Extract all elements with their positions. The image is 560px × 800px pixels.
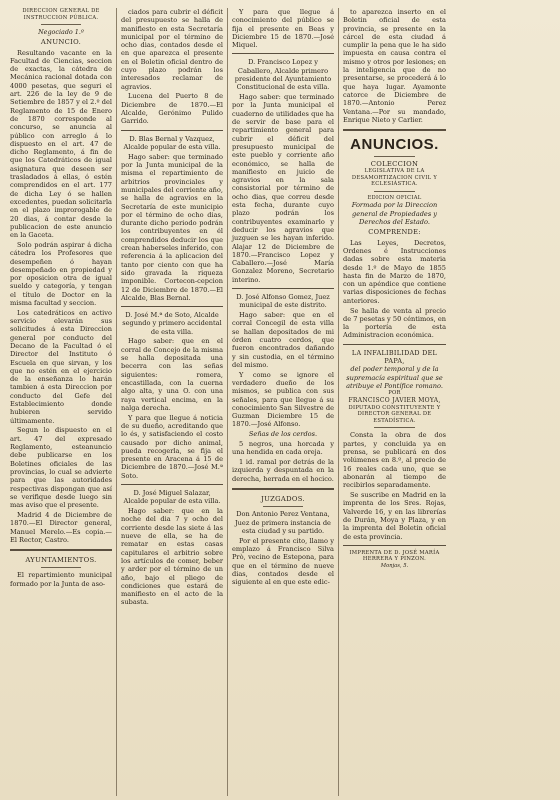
divider (121, 484, 223, 485)
imprint-address: Monjas, 5. (380, 562, 409, 569)
divider (121, 130, 223, 131)
paragraph: 5 negros, una horcada y una hendida en cada oreja. (232, 440, 334, 457)
column-1 (6, 8, 117, 796)
divider (374, 191, 415, 192)
book-author: FRANCISCO JAVIER MOYA, (348, 396, 441, 404)
paragraph: Por el presente cito, llamo y emplazo á Francisco Silva Prò, vecino de Estepona, para que en el término de nueve dias, contados desde el siguiente al en que este edic- (232, 536, 334, 587)
divider (374, 156, 415, 157)
announcements-title: ANUNCIOS. (350, 136, 439, 154)
book-by: POR (388, 390, 401, 397)
divider (232, 288, 334, 289)
collection-subtitle: LEGISLATIVA DE LA DESAMORTIZACION CIVIL Y ECLESIÁSTICA. (351, 168, 438, 188)
paragraph: to aparezca inserto en el Boletin oficial de esta provincia, se presente en la cárcel de esta ciudad á cumplir la pena que le ha sido impuesta en causa contra el mismo y otros por lesiones; en la inteligencia que de no presentarse, se procederá á lo que haya lugar. Ayamonte catorce de Diciembre de 1870.—Antonio Perez Ventana.—Por su mandado, Enrique Nieto y Carlier. (343, 8, 446, 124)
column-3 (228, 8, 339, 796)
signature: Madrid 4 de Diciembre de 1870.—El Director general, Manuel Merelo.—Es copia.—El Rector, Castro. (10, 510, 112, 544)
divider (343, 545, 446, 546)
section-header: DIRECCION GENERAL DE INSTRUCCION PÚBLICA. (22, 8, 100, 21)
paragraph: ciados para cubrir el déficit del presupuesto se halla de manifiesto en esta Secretaría municipal por el término de ocho dias, contados desde el en que aparezca el presente en el Boletin oficial dentro de cuyo plazo podrán los interesados reclamar de agravios. (121, 8, 223, 91)
paragraph: Hago saber: que en el corral de Concejo de la misma se halla depositada una becerra con las señas siguientes: romera, encastillada, con la cuerna algo alta, y una O. con una raya vertical encima, en la nalga derecha. (121, 337, 223, 412)
paragraph: 1 id. ramal por detrás de la izquierda y despuntada en la derecha, herrada en el hocico. (232, 458, 334, 483)
notice-heading: D. José Alfonso Gomez, Juez municipal de este distrito. (236, 293, 330, 310)
paragraph: El repartimiento municipal formado por la Junta de aso- (10, 571, 112, 588)
divider (263, 506, 304, 507)
divider (41, 567, 82, 568)
paragraph: Hago saber: que en el corral Concegil de esta villa se hallan depositados de mi órden cuatro cerdos, que fueron encontrados dañando y sin custodia, en el término del mismo. (232, 311, 334, 369)
edition-desc: Formada por la Direccion general de Propiedades y Derechos del Estado. (351, 201, 438, 227)
notice-heading: D. Blas Bernal y Vazquez, Alcalde popular de esta villa. (123, 134, 221, 151)
paragraph: Y para que llegue á noticia de su dueño, acreditando que lo és, y satisfaciendo el costo causado por dicho animal, pueda recogerla, se fija el presente en Aracena á 15 de Diciembre de 1870.—José M.ª Soto. (121, 413, 223, 480)
column-2 (117, 8, 228, 796)
section-title: AYUNTAMIENTOS. (25, 556, 97, 565)
divider (343, 129, 446, 131)
notice-heading: Don Antonio Perez Ventana, Juez de primera instancia de esta ciudad y su partido. (235, 510, 331, 535)
comprende-label: COMPRENDE: (368, 228, 421, 237)
imprint: IMPRENTA DE D. JOSÉ MARÍA HERRERA Y PINZON. (349, 549, 440, 563)
notice-title: ANUNCIO. (40, 38, 82, 47)
book-subtitle: del poder temporal y de la supremacía espiritual que se atribuye el Pontífice romano. (346, 365, 443, 390)
paragraph: Las Leyes, Decretos, Ordenes é Instrucciones dadas sobre esta materia desde 1.º de Mayo de 1855 hasta fin de Marzo de 1870, con un apéndice que contiene varias disposiciones de fechas anteriores. (343, 238, 446, 305)
paragraph: Resultando vacante en la Facultad de Ciencias, seccion de exactas, la cátedra de Mecánica racional dotada con 4000 pesetas, que seguri el art. 226 de la ley de 9 de Setiembre de 1857 y el 2.º del Reglamento de 15 de Enero de 1870 corresponde al concurso, se anuncia al público con arreglo á lo dispuesto en el art. 47 de dicho Reglamento, á fin de que los Catedráticos de igual asignatura que deseen ser trasladados á ellas, ó estén comprendidos en el art. 177 de dicha Ley ó se hallen excedentes, puedan solicitarla en el plazo improrogable de 20 dias, á contar desde la publicacion de este anuncio en la Gaceta. (10, 48, 112, 240)
column-4 (339, 8, 450, 796)
notice-heading: D. Francisco Lopez y Caballero, Alcalde primero presidente del Ayuntamiento Constitucional de esta villa. (234, 58, 332, 92)
collection-title: COLECCION (370, 160, 419, 169)
notice-heading: D. José Miguel Salazar, Alcalde popular de esta villa. (123, 489, 221, 506)
divider (41, 24, 82, 25)
book-title: LA INFALIBILIDAD DEL PAPA, (351, 348, 438, 365)
paragraph: Segun lo dispuesto en el art. 47 del expresado Reglamento, esteanuncio debe publicarse en los Boletines oficiales de las provincias, lo cual se advierte para que las autoridades respectivas dispongan que así se verifique desde luego sin mas aviso que el presente. (10, 426, 112, 510)
divider (374, 427, 415, 428)
section-title: JUZGADOS. (261, 495, 305, 504)
subheading: Señas de los cerdos. (248, 430, 318, 439)
divider (232, 53, 334, 54)
paragraph: Y como se ignore el verdadero dueño de los mismos, se publica con sus señales, para que llegue á su conocimiento San Silvestre de Guzman Diciembre 15 de 1870.—José Alfonso. (232, 370, 334, 429)
paragraph: Se suscribe en Madrid en la imprenta de los Sres. Rojas, Valverde 16, y en las librerías de Durán, Moya y Plaza, y en la imprenta del Boletin oficial de esta provincia. (343, 491, 446, 541)
notice-heading: D. José M.ª de Soto, Alcalde segundo y primero accidental de esta villa. (122, 311, 222, 336)
paragraph: Consta la obra de dos partes, y concluida ya en prensa, se publicará en dos volúmenes en 8.º, al precio de 16 reales cada uno, que se abonarán al tiempo de recibirlos separadamente. (343, 431, 446, 490)
paragraph: Solo podrán aspirar á dicha cátedra los Profesores que desempeñen ó hayan desempeñado en propiedad y por oposicion otra de igual sueldo y categoría, y tengan el título de Doctor en la misma facultad y seccion. (10, 240, 112, 307)
divider (232, 488, 334, 490)
signature: Lucena del Puerto 8 de Diciembre de 1870.—El Alcalde, Gerónimo Pulido Garrido. (121, 92, 223, 126)
divider (10, 549, 112, 551)
paragraph: Hago saber: que terminado por la Junta municipal el cuaderno de utilidades que ha de servir de base para el repartimiento general para cubrir el déficit del presupuesto municipal de este pueblo y corriente año económico, se halla de manifiesto en juicio de agravios en la sala consistorial por término de ocho dias, que correu desde esta fecha, durante cuyo plazo podrán los contribuyentes examinarlo y deducir los agravios que juzguen se les hayan inferido. Alajar 12 de Diciembre de 1870.—Francisco Lopez y Caballero.—José María Gonzalez Moreno, Secretario interino. (232, 93, 334, 284)
paragraph: Y para que llegue á conocimiento del público se fija el presente en Beas y Diciembre 15 de 1870.—José Miquel. (232, 8, 334, 50)
divider (121, 306, 223, 307)
subheader: Negociado 1.º (38, 28, 84, 36)
book-author-title: DIPUTADO CONSTITUYENTE Y DIRECTOR GENERAL DE ESTADÍSTICA. (348, 404, 441, 424)
paragraph: Hago saber: que terminado por la Junta municipal de la misma el repartimiento de arbitrios provinciales y municipales del corriente año, se halla de agravios en la Secretaría de este municipio por el término de ocho dias, durante dicho periodo podrán los contribuyentes en él comprendidos deducir los que crean haberseles inferido, con referencia á la aplicacion del tanto por ciento con que ha sido gravada la riqueza imponible. Cortecon-cepcion 12 de Diciembre de 1870.—El Alcalde, Blas Bernal. (121, 152, 223, 302)
paragraph: Hago saber: que en la noche del dia 7 y ocho del corriente desde las siete á las nueve de ella, se ha de rematar en estas casas capitulares el arbitrio sobre los artículos de comer, beber y arder por el término de un año, bajo el pliego de condiciones que estará de manifiesto en el acto de la subasta. (121, 507, 223, 607)
paragraph: Se halla de venta al precio de 7 pesetas y 50 céntimos, en la portería de esta Administracion económica. (343, 306, 446, 340)
edition-label: EDICION OFICIAL (367, 194, 422, 201)
paragraph: Los catedráticos en activo servicio elevarán sus solicitudes á esta Direccion general por conducto del Decano de la Facultad ó el Director del Instituto ó Escuela en que sirvan, y los que no estén en el ejercicio de la enseñanza lo harán tambien á esta Direccion por conducto del Gefe del Establecimiento donde hubieren servido últimamente. (10, 308, 112, 425)
divider (343, 344, 446, 345)
